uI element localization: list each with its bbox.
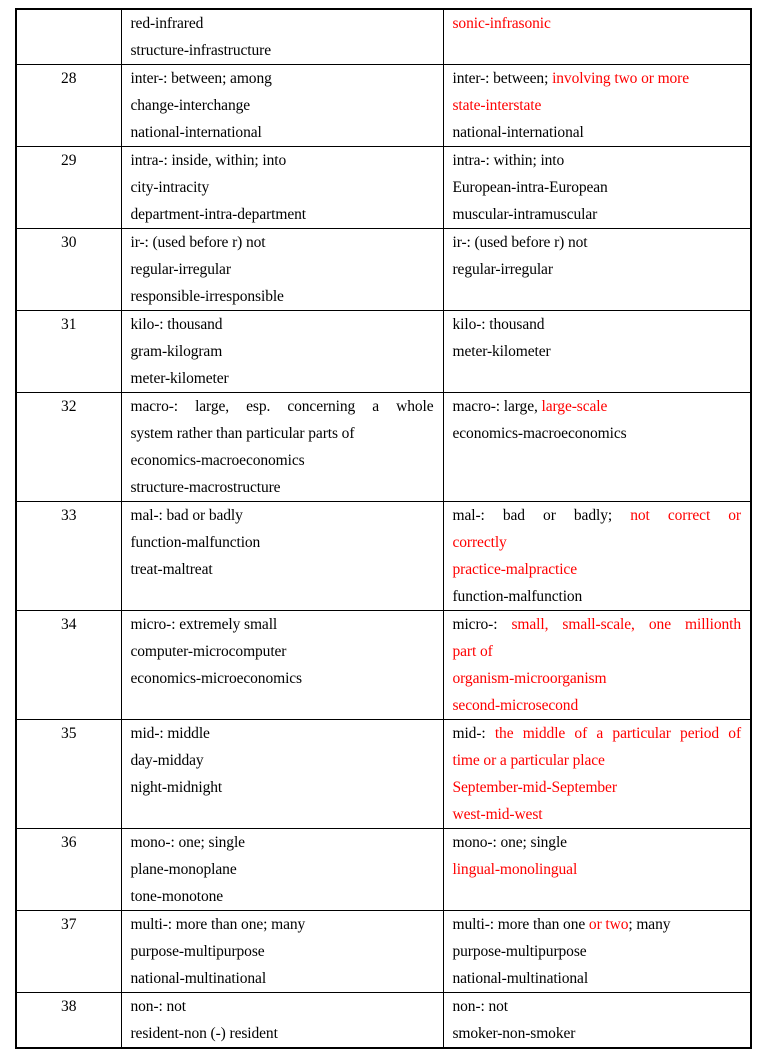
table-row xyxy=(16,9,751,65)
entry-line xyxy=(453,338,742,365)
revision-text-segment: practice-malpractice xyxy=(452,561,577,578)
text-segment: resident-non (-) resident xyxy=(130,1025,278,1042)
entry-line xyxy=(453,993,742,1020)
text-segment: kilo-: thousand xyxy=(452,316,545,333)
revision-text-segment: large-scale xyxy=(541,398,608,415)
text-segment: city-intracity xyxy=(130,179,210,196)
entry-line xyxy=(453,92,742,119)
original-entry-cell xyxy=(121,229,443,311)
row-number-cell: 33 xyxy=(16,502,121,611)
entry-line xyxy=(131,638,434,665)
revision-text-segment: involving two or more xyxy=(552,70,690,87)
entry-line xyxy=(131,420,434,447)
entry-line xyxy=(131,393,434,420)
entry-line xyxy=(453,665,742,692)
text-segment: economics-macroeconomics xyxy=(130,452,305,469)
text-segment: day-midday xyxy=(130,752,204,769)
revised-entry-cell xyxy=(443,993,751,1049)
text-segment: regular-irregular xyxy=(130,261,231,278)
entry-line xyxy=(131,502,434,529)
revised-entry-cell xyxy=(443,720,751,829)
revised-entry-cell xyxy=(443,502,751,611)
text-segment: mono-: one; single xyxy=(130,834,245,851)
text-segment: plane-monoplane xyxy=(130,861,237,878)
text-segment: non-: not xyxy=(130,998,186,1015)
entry-line xyxy=(131,338,434,365)
revision-text-segment: not correct or xyxy=(630,507,741,524)
table-row xyxy=(16,311,751,393)
entry-line xyxy=(453,801,742,828)
table-row xyxy=(16,147,751,229)
revision-text-segment: September-mid-September xyxy=(452,779,617,796)
entry-line xyxy=(453,911,742,938)
entry-line xyxy=(453,65,742,92)
text-segment: gram-kilogram xyxy=(130,343,223,360)
entry-line xyxy=(131,174,434,201)
entry-line xyxy=(453,10,742,37)
entry-line xyxy=(453,502,742,529)
text-segment: purpose-multipurpose xyxy=(130,943,265,960)
text-segment: mal-: bad or badly xyxy=(130,507,243,524)
text-segment: department-intra-department xyxy=(130,206,306,223)
text-segment: mono-: one; single xyxy=(452,834,567,851)
original-entry-cell xyxy=(121,65,443,147)
table-row xyxy=(16,229,751,311)
text-segment: national-multinational xyxy=(130,970,267,987)
revision-text-segment: time or a particular place xyxy=(452,752,605,769)
text-segment: tone-monotone xyxy=(130,888,224,905)
entry-line xyxy=(131,65,434,92)
entry-line xyxy=(453,256,742,283)
revised-entry-cell xyxy=(443,65,751,147)
prefix-table-body xyxy=(16,9,751,1048)
table-row xyxy=(16,993,751,1049)
entry-line xyxy=(131,311,434,338)
entry-line xyxy=(453,119,742,146)
text-segment: ir-: (used before r) not xyxy=(130,234,266,251)
original-entry-cell xyxy=(121,502,443,611)
entry-line xyxy=(131,993,434,1020)
entry-line xyxy=(453,747,742,774)
text-segment: ; many xyxy=(628,916,671,933)
text-segment: function-malfunction xyxy=(452,588,583,605)
revision-text-segment: second-microsecond xyxy=(452,697,579,714)
original-entry-cell xyxy=(121,147,443,229)
entry-line xyxy=(453,174,742,201)
entry-line xyxy=(131,37,434,64)
entry-line xyxy=(131,119,434,146)
text-segment: responsible-irresponsible xyxy=(130,288,284,305)
text-segment: ir-: (used before r) not xyxy=(452,234,588,251)
entry-line xyxy=(453,556,742,583)
entry-line xyxy=(453,311,742,338)
text-segment: macro-: large, xyxy=(452,398,542,415)
entry-line xyxy=(131,856,434,883)
entry-line xyxy=(131,92,434,119)
original-entry-cell xyxy=(121,611,443,720)
row-number-cell: 35 xyxy=(16,720,121,829)
entry-line xyxy=(131,256,434,283)
revised-entry-cell xyxy=(443,393,751,502)
row-number-cell: 28 xyxy=(16,65,121,147)
text-segment: system rather than particular parts of xyxy=(130,425,355,442)
text-segment: national-multinational xyxy=(452,970,589,987)
original-entry-cell xyxy=(121,911,443,993)
entry-line xyxy=(131,938,434,965)
row-number-cell: 36 xyxy=(16,829,121,911)
text-segment: change-interchange xyxy=(130,97,251,114)
entry-line xyxy=(453,965,742,992)
entry-line xyxy=(131,365,434,392)
revision-text-segment: or two xyxy=(588,916,629,933)
entry-line xyxy=(453,829,742,856)
table-row xyxy=(16,911,751,993)
entry-line xyxy=(131,611,434,638)
revised-entry-cell xyxy=(443,829,751,911)
revised-entry-cell xyxy=(443,147,751,229)
row-number-cell: 30 xyxy=(16,229,121,311)
text-segment: purpose-multipurpose xyxy=(452,943,587,960)
entry-line xyxy=(453,529,742,556)
text-segment: national-international xyxy=(452,124,584,141)
text-segment: non-: not xyxy=(452,998,508,1015)
text-segment: kilo-: thousand xyxy=(130,316,223,333)
table-row xyxy=(16,611,751,720)
text-segment: structure-infrastructure xyxy=(130,42,271,59)
revision-text-segment: lingual-monolingual xyxy=(452,861,578,878)
entry-line xyxy=(131,10,434,37)
entry-line xyxy=(453,393,742,420)
entry-line xyxy=(453,201,742,228)
revision-text-segment: sonic-infrasonic xyxy=(452,15,551,32)
text-segment: national-international xyxy=(130,124,262,141)
entry-line xyxy=(131,229,434,256)
revision-text-segment: organism-microorganism xyxy=(452,670,607,687)
text-segment: computer-microcomputer xyxy=(130,643,287,660)
entry-line xyxy=(131,747,434,774)
text-segment: intra-: within; into xyxy=(452,152,565,169)
text-segment: mid-: xyxy=(452,725,495,742)
text-segment: smoker-non-smoker xyxy=(452,1025,576,1042)
text-segment: economics-microeconomics xyxy=(130,670,302,687)
entry-line xyxy=(453,938,742,965)
text-segment: mid-: middle xyxy=(130,725,210,742)
revision-text-segment: part of xyxy=(452,643,493,660)
text-segment: muscular-intramuscular xyxy=(452,206,598,223)
text-segment: micro-: xyxy=(452,616,512,633)
entry-line xyxy=(131,447,434,474)
text-segment: European-intra-European xyxy=(452,179,608,196)
row-number-cell: 29 xyxy=(16,147,121,229)
row-number-cell xyxy=(16,9,121,65)
revised-entry-cell xyxy=(443,229,751,311)
text-segment: regular-irregular xyxy=(452,261,553,278)
text-segment: meter-kilometer xyxy=(452,343,551,360)
text-segment: function-malfunction xyxy=(130,534,261,551)
text-segment: multi-: more than one; many xyxy=(130,916,306,933)
original-entry-cell xyxy=(121,993,443,1049)
entry-line xyxy=(453,583,742,610)
text-segment: mal-: bad or badly; xyxy=(452,507,631,524)
revision-text-segment: correctly xyxy=(452,534,507,551)
original-entry-cell xyxy=(121,9,443,65)
text-segment: inter-: between; among xyxy=(130,70,272,87)
entry-line xyxy=(131,474,434,501)
text-segment: treat-maltreat xyxy=(130,561,213,578)
entry-line xyxy=(131,556,434,583)
row-number-cell: 31 xyxy=(16,311,121,393)
entry-line xyxy=(131,201,434,228)
text-segment: night-midnight xyxy=(130,779,223,796)
entry-line xyxy=(453,420,742,447)
original-entry-cell xyxy=(121,829,443,911)
entry-line xyxy=(453,611,742,638)
revision-text-segment: west-mid-west xyxy=(452,806,543,823)
table-row xyxy=(16,502,751,611)
entry-line xyxy=(453,638,742,665)
original-entry-cell xyxy=(121,393,443,502)
revision-text-segment: state-interstate xyxy=(452,97,542,114)
entry-line xyxy=(453,774,742,801)
text-segment: red-infrared xyxy=(130,15,204,32)
entry-line xyxy=(131,720,434,747)
table-row xyxy=(16,65,751,147)
entry-line xyxy=(131,147,434,174)
text-segment: intra-: inside, within; into xyxy=(130,152,287,169)
entry-line xyxy=(131,911,434,938)
revision-text-segment: the middle of a particular period of xyxy=(494,725,742,742)
revised-entry-cell xyxy=(443,911,751,993)
entry-line xyxy=(131,1020,434,1047)
revision-text-segment: small, small-scale, one millionth xyxy=(511,616,741,633)
row-number-cell: 38 xyxy=(16,993,121,1049)
table-row xyxy=(16,829,751,911)
entry-line xyxy=(453,720,742,747)
original-entry-cell xyxy=(121,311,443,393)
entry-line xyxy=(131,883,434,910)
entry-line xyxy=(453,147,742,174)
row-number-cell: 32 xyxy=(16,393,121,502)
row-number-cell: 34 xyxy=(16,611,121,720)
text-segment: economics-macroeconomics xyxy=(452,425,627,442)
text-segment: multi-: more than one xyxy=(452,916,589,933)
revised-entry-cell xyxy=(443,9,751,65)
entry-line xyxy=(131,965,434,992)
text-segment: inter-: between; xyxy=(452,70,553,87)
entry-line xyxy=(131,774,434,801)
original-entry-cell xyxy=(121,720,443,829)
entry-line xyxy=(131,665,434,692)
entry-line xyxy=(131,829,434,856)
table-row xyxy=(16,720,751,829)
entry-line xyxy=(453,856,742,883)
row-number-cell: 37 xyxy=(16,911,121,993)
entry-line xyxy=(453,692,742,719)
revised-entry-cell xyxy=(443,311,751,393)
text-segment: structure-macrostructure xyxy=(130,479,281,496)
entry-line xyxy=(453,229,742,256)
entry-line xyxy=(453,1020,742,1047)
revised-entry-cell xyxy=(443,611,751,720)
entry-line xyxy=(131,529,434,556)
text-segment: macro-: large, esp. concerning a whole xyxy=(130,398,434,415)
prefix-table xyxy=(15,8,752,1049)
text-segment: micro-: extremely small xyxy=(130,616,278,633)
table-row xyxy=(16,393,751,502)
entry-line xyxy=(131,283,434,310)
text-segment: meter-kilometer xyxy=(130,370,229,387)
